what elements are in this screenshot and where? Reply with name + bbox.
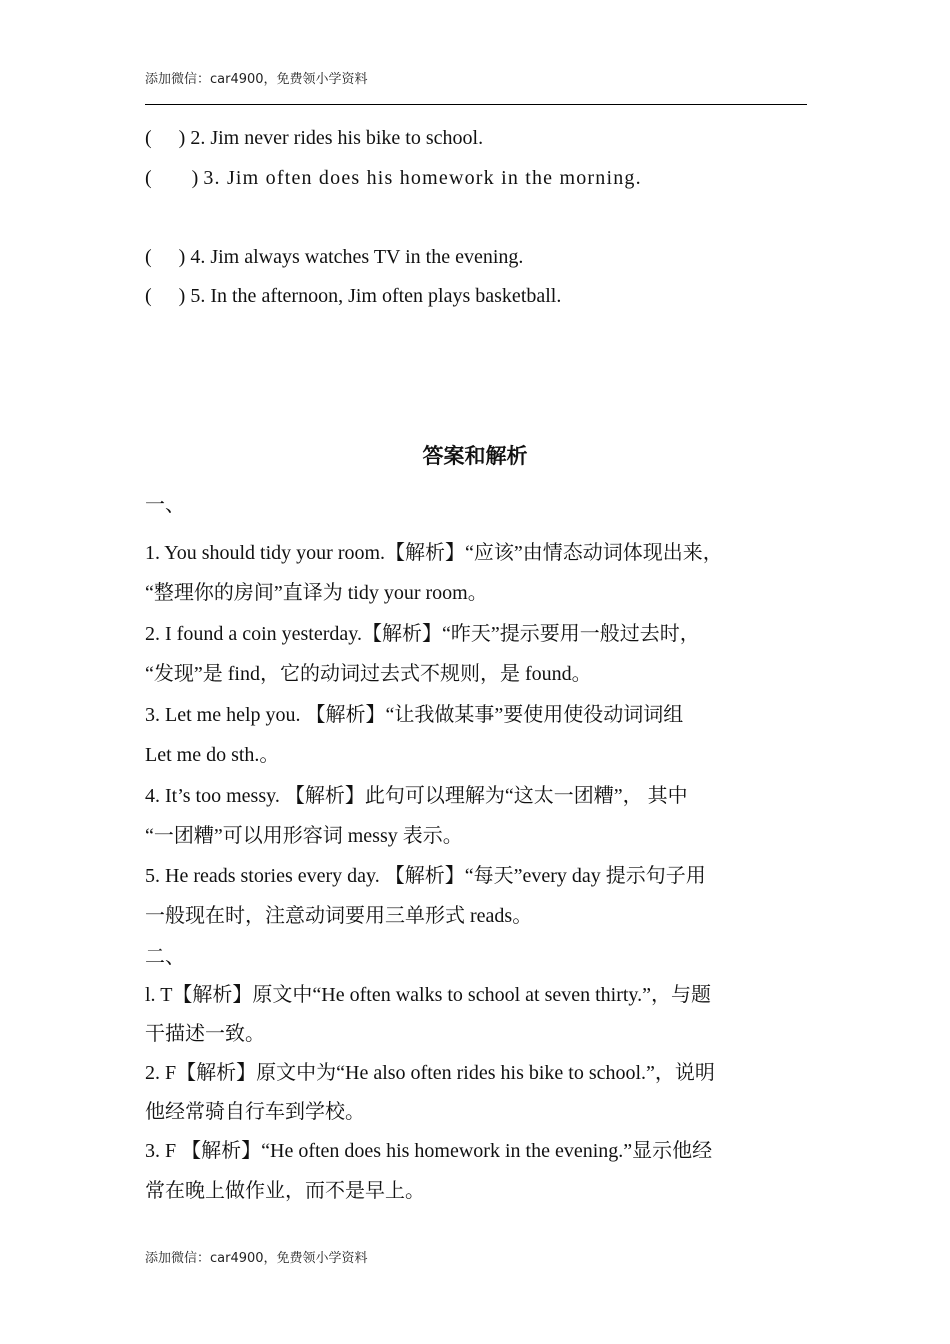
header-note: 添加微信：car4900，免费领小学资料: [145, 72, 368, 87]
question-text: 5. In the afternoon, Jim often plays basketball.: [190, 285, 562, 307]
answer-line: “发现”是 find，它的动词过去式不规则，是 found。: [145, 663, 592, 685]
question-item: [145, 126, 815, 150]
question-item: [145, 245, 815, 269]
answer-line: 他经常骑自行车到学校。: [145, 1101, 365, 1123]
answer-line: 3. F 【解析】“He often does his homework in the evening.”显示他经: [145, 1140, 713, 1162]
answer-blank-close: ): [178, 127, 186, 149]
question-text: 2. Jim never rides his bike to school.: [190, 127, 484, 149]
answer-blank-close: ): [178, 246, 186, 268]
answer-blank-close: ): [191, 167, 199, 189]
footer-note: 添加微信：car4900，免费领小学资料: [145, 1251, 368, 1266]
answer-line: 2. F【解析】原文中为“He also often rides his bike to school.”，说明: [145, 1062, 715, 1084]
answer-blank-open: (: [145, 127, 152, 149]
answer-line: 5. He reads stories every day. 【解析】“每天”every day 提示句子用: [145, 865, 706, 887]
answer-line: 一般现在时，注意动词要用三单形式 reads。: [145, 905, 533, 927]
answer-line: 3. Let me help you. 【解析】“让我做某事”要使用使役动词词组: [145, 704, 684, 726]
answer-line: “一团糟”可以用形容词 messy 表示。: [145, 825, 463, 847]
answer-blank-open: (: [145, 246, 152, 268]
answer-line: 4. It’s too messy. 【解析】此句可以理解为“这太一团糟”， 其中: [145, 785, 688, 807]
answer-line: Let me do sth.。: [145, 744, 280, 766]
answer-blank-open: (: [145, 167, 152, 189]
answer-line: “整理你的房间”直译为 tidy your room。: [145, 582, 488, 604]
answer-blank-close: ): [178, 285, 186, 307]
section-heading-two: 二、: [145, 944, 185, 968]
answer-blank-open: (: [145, 285, 152, 307]
answer-line: 1. You should tidy your room.【解析】“应该”由情态动词体现出来，: [145, 542, 723, 564]
question-item: [145, 166, 815, 190]
question-item: [145, 284, 815, 308]
answers-title: 答案和解析: [422, 443, 528, 468]
answer-line: 常在晚上做作业，而不是早上。: [145, 1180, 425, 1202]
answer-line: 干描述一致。: [145, 1023, 265, 1045]
answer-line: 2. I found a coin yesterday.【解析】“昨天”提示要用一般过去时，: [145, 623, 700, 645]
question-text: 4. Jim always watches TV in the evening.: [190, 246, 524, 268]
section-heading-one: 一、: [145, 492, 185, 516]
answer-line: l. T【解析】原文中“He often walks to school at seven thirty.”，与题: [145, 984, 712, 1006]
question-text: 3. Jim often does his homework in the morning.: [203, 167, 642, 189]
header-rule: [145, 104, 807, 105]
